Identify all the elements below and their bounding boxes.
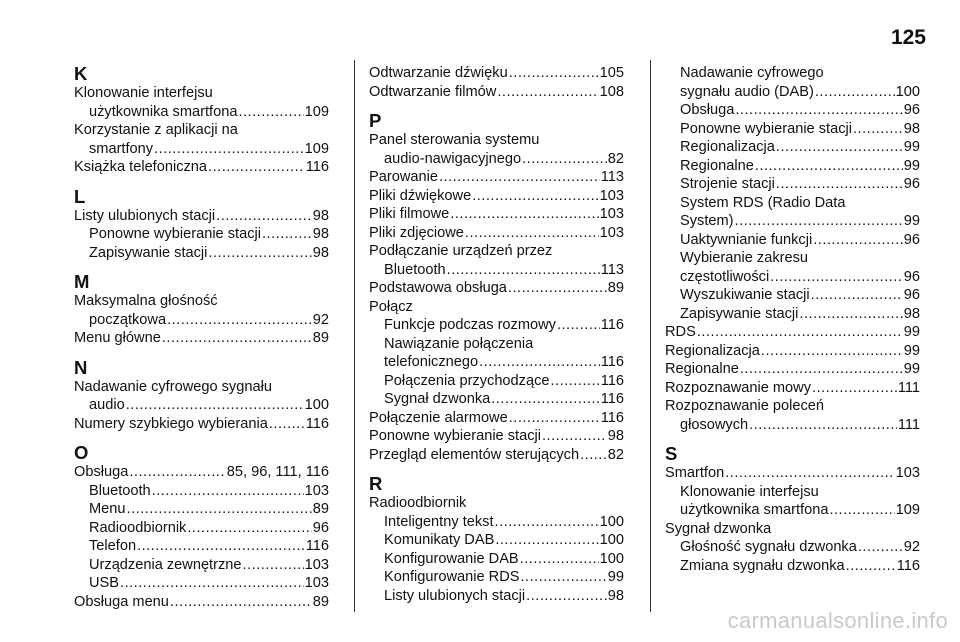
leader-dots: [776, 175, 903, 194]
entry-text: Zmiana sygnału dzwonka: [680, 557, 845, 574]
index-subentry: [74, 482, 329, 501]
page-reference: 100: [895, 83, 920, 100]
leader-dots: [761, 342, 903, 361]
index-entry: [369, 168, 624, 187]
entry-text: Pliki dźwiękowe: [369, 187, 472, 204]
entry-text: Maksymalna głośność: [74, 293, 218, 309]
entry-text: Panel sterowania systemu: [369, 132, 540, 148]
entry-text: Podłączanie urządzeń przez: [369, 243, 553, 259]
page-reference: 113: [600, 169, 624, 185]
entry-text: Nadawanie cyfrowego: [680, 65, 824, 81]
entry-text: Wyszukiwanie stacji: [680, 287, 810, 303]
index-entry: [665, 520, 920, 539]
page-reference: 85, 96, 111, 116: [226, 464, 329, 480]
index-subentry: [665, 249, 920, 268]
index-subentry: [74, 140, 329, 159]
entry-text: Inteligentny tekst: [384, 513, 494, 530]
leader-dots: [520, 550, 599, 569]
section-letter: L: [74, 185, 86, 207]
leader-dots: [735, 212, 903, 231]
index-subentry: [369, 390, 624, 409]
leader-dots: [447, 261, 600, 280]
leader-dots: [812, 379, 897, 398]
index-column-1: [74, 64, 329, 611]
leader-dots: [580, 446, 607, 465]
entry-text: Smartfon: [665, 465, 725, 481]
page-reference: 99: [607, 569, 624, 585]
index-subentry: [369, 531, 624, 550]
leader-dots: [542, 427, 607, 446]
index-entry: [369, 446, 624, 465]
index-subentry: [665, 305, 920, 324]
page-reference: 116: [600, 409, 624, 426]
index-entry: [665, 464, 920, 483]
entry-text: Ponowne wybieranie stacji: [680, 120, 852, 137]
leader-dots: [853, 120, 903, 139]
index-entry: [369, 224, 624, 243]
index-subentry: [665, 120, 920, 139]
leader-dots: [262, 225, 312, 244]
page-reference: 99: [903, 157, 920, 174]
entry-text: Wybieranie zakresu: [680, 250, 809, 266]
entry-text: Bluetooth: [384, 261, 446, 278]
page-reference: 99: [903, 361, 920, 377]
leader-dots: [858, 538, 903, 557]
entry-text: Listy ulubionych stacji: [74, 207, 216, 224]
page-reference: 109: [304, 103, 329, 120]
index-subentry: [665, 416, 920, 435]
entry-text: RDS: [665, 324, 696, 340]
entry-text: sygnału audio (DAB): [680, 83, 814, 100]
page-reference: 89: [312, 593, 329, 610]
column-separator: [650, 60, 651, 612]
leader-dots: [162, 329, 312, 348]
index-subentry: [665, 538, 920, 557]
section-letter: K: [74, 63, 88, 84]
entry-text: Odtwarzanie dźwięku: [369, 65, 508, 81]
leader-dots: [465, 224, 599, 243]
page-reference: 82: [607, 446, 624, 463]
entry-text: System): [680, 213, 734, 229]
index-subentry: [74, 574, 329, 593]
page-reference: 103: [304, 482, 329, 499]
leader-dots: [509, 409, 600, 428]
page-reference: 96: [903, 287, 920, 303]
entry-text: Komunikaty DAB: [384, 532, 495, 548]
leader-dots: [508, 279, 607, 298]
page-reference: 96: [903, 268, 920, 285]
leader-dots: [755, 157, 903, 176]
leader-dots: [126, 396, 304, 415]
page-reference: 116: [600, 391, 624, 407]
entry-text: Rozpoznawanie poleceń: [665, 398, 825, 414]
page-reference: 92: [903, 539, 920, 555]
index-entry: [369, 64, 624, 83]
index-entry: [665, 360, 920, 379]
index-entry: [665, 397, 920, 416]
entry-text: Regionalizacja: [665, 342, 760, 359]
entry-text: Menu: [89, 501, 126, 517]
index-entry: [74, 84, 329, 103]
index-entry: [369, 83, 624, 102]
index-subentry: [74, 500, 329, 519]
page-reference: 103: [599, 206, 624, 222]
leader-dots: [815, 83, 895, 102]
leader-dots: [770, 268, 903, 287]
entry-text: Radioodbiornik: [369, 495, 467, 511]
index-subentry: [665, 64, 920, 83]
leader-dots: [167, 311, 312, 330]
leader-dots: [269, 415, 305, 434]
entry-text: Zapisywanie stacji: [89, 244, 208, 261]
entry-text: Zapisywanie stacji: [680, 305, 799, 322]
entry-text: Konfigurowanie RDS: [384, 569, 520, 585]
index-entry: [369, 409, 624, 428]
page-reference: 111: [897, 416, 920, 433]
index-entry: [74, 329, 329, 348]
page-reference: 113: [600, 261, 624, 278]
entry-text: telefonicznego: [384, 354, 479, 370]
leader-dots: [129, 463, 225, 482]
page-reference: 103: [599, 224, 624, 241]
index-subentry: [665, 557, 920, 576]
entry-text: głosowych: [680, 416, 749, 433]
index-subentry: [665, 212, 920, 231]
leader-dots: [439, 168, 600, 187]
page-reference: 105: [599, 65, 624, 81]
entry-text: Strojenie stacji: [680, 176, 775, 192]
leader-dots: [557, 316, 600, 335]
leader-dots: [776, 138, 903, 157]
entry-text: początkowa: [89, 311, 167, 328]
index-subentry: [369, 513, 624, 532]
leader-dots: [520, 568, 606, 587]
leader-dots: [450, 205, 598, 224]
page-reference: 103: [599, 187, 624, 204]
entry-text: smartfony: [89, 140, 154, 157]
page-reference: 111: [897, 379, 920, 396]
index-entry: [74, 292, 329, 311]
leader-dots: [497, 83, 598, 102]
page-reference: 116: [305, 415, 329, 432]
page-reference: 98: [903, 120, 920, 137]
entry-text: Regionalne: [680, 157, 754, 174]
index-entry: [665, 323, 920, 342]
index-entry: [665, 379, 920, 398]
entry-text: Książka telefoniczna: [74, 159, 208, 175]
leader-dots: [829, 501, 894, 520]
index-subentry: [665, 157, 920, 176]
leader-dots: [127, 500, 312, 519]
leader-dots: [846, 557, 896, 576]
leader-dots: [208, 244, 311, 263]
index-subentry: [74, 103, 329, 122]
leader-dots: [509, 64, 599, 83]
page-reference: 99: [903, 324, 920, 340]
index-entry: [74, 207, 329, 226]
index-entry: [74, 593, 329, 612]
entry-text: audio-nawigacyjnego: [384, 150, 522, 167]
leader-dots: [813, 231, 903, 250]
entry-text: Pliki filmowe: [369, 206, 450, 222]
section-letter: P: [369, 110, 382, 131]
index-entry: [74, 378, 329, 397]
index-subentry: [665, 83, 920, 102]
index-subentry: [665, 175, 920, 194]
page-reference: 108: [599, 83, 624, 100]
leader-dots: [749, 416, 897, 435]
leader-dots: [740, 360, 903, 379]
leader-dots: [238, 103, 303, 122]
page-reference: 82: [607, 150, 624, 167]
page-reference: 99: [903, 342, 920, 359]
entry-text: Rozpoznawanie mowy: [665, 379, 812, 396]
entry-text: Klonowanie interfejsu: [74, 85, 213, 101]
entry-text: Głośność sygnału dzwonka: [680, 539, 857, 555]
entry-text: Numery szybkiego wybierania: [74, 415, 268, 432]
section-letter: M: [74, 271, 90, 292]
entry-text: System RDS (Radio Data: [680, 194, 846, 211]
entry-text: Konfigurowanie DAB: [384, 550, 519, 567]
entry-text: Regionalizacja: [680, 139, 775, 155]
entry-text: Sygnał dzwonka: [384, 391, 491, 407]
leader-dots: [216, 207, 312, 226]
index-entry: [369, 494, 624, 513]
leader-dots: [120, 574, 304, 593]
leader-dots: [526, 587, 607, 606]
leader-dots: [137, 537, 305, 556]
entry-text: użytkownika smartfona: [89, 103, 238, 120]
index-subentry: [369, 316, 624, 335]
entry-text: częstotliwości: [680, 268, 770, 285]
index-entry: [369, 187, 624, 206]
index-subentry: [369, 353, 624, 372]
entry-text: Uaktywnianie funkcji: [680, 231, 813, 248]
page-reference: 116: [896, 557, 920, 574]
entry-text: Regionalne: [665, 361, 739, 377]
page-reference: 92: [312, 311, 329, 328]
leader-dots: [152, 482, 304, 501]
leader-dots: [170, 593, 312, 612]
index-subentry: [74, 311, 329, 330]
index-entry: [74, 415, 329, 434]
index-entry: [369, 298, 624, 317]
index-entry: [74, 463, 329, 482]
index-subentry: [665, 268, 920, 287]
entry-text: Ponowne wybieranie stacji: [369, 428, 541, 444]
entry-text: Radioodbiornik: [89, 519, 187, 536]
index-subentry: [665, 138, 920, 157]
page-reference: 109: [304, 140, 329, 157]
page-reference: 98: [903, 305, 920, 322]
leader-dots: [697, 323, 903, 342]
page-reference: 89: [312, 330, 329, 346]
leader-dots: [208, 158, 305, 177]
section-letter: O: [74, 442, 89, 463]
entry-text: Nawiązanie połączenia: [384, 335, 534, 352]
watermark: carmanualsonline.info: [727, 608, 948, 633]
entry-text: Parowanie: [369, 169, 438, 185]
leader-dots: [495, 513, 599, 532]
entry-text: Połączenie alarmowe: [369, 409, 508, 426]
entry-text: Podstawowa obsługa: [369, 280, 507, 296]
index-subentry: [665, 194, 920, 213]
page-reference: 116: [600, 317, 624, 333]
index-entry: [369, 427, 624, 446]
leader-dots: [799, 305, 902, 324]
index-subentry: [665, 101, 920, 120]
leader-dots: [243, 556, 304, 575]
page-reference: 116: [600, 372, 624, 389]
entry-text: Ponowne wybieranie stacji: [89, 226, 261, 242]
page-reference: 103: [304, 575, 329, 591]
index-subentry: [369, 261, 624, 280]
entry-text: użytkownika smartfona: [680, 502, 829, 518]
leader-dots: [735, 101, 902, 120]
page-reference: 100: [599, 550, 624, 567]
entry-text: Obsługa: [74, 464, 129, 480]
section-letter: N: [74, 356, 88, 378]
leader-dots: [725, 464, 894, 483]
page-number: 125: [890, 26, 926, 49]
page-reference: 96: [903, 102, 920, 118]
entry-text: Połączenia przychodzące: [384, 372, 550, 389]
entry-text: audio: [89, 397, 125, 413]
entry-text: Nadawanie cyfrowego sygnału: [74, 378, 272, 395]
page-reference: 116: [305, 538, 329, 554]
index-entry: [369, 131, 624, 150]
entry-text: Telefon: [89, 538, 137, 554]
index-subentry: [74, 537, 329, 556]
entry-text: Korzystanie z aplikacji na: [74, 122, 238, 138]
page-reference: 103: [895, 465, 920, 481]
leader-dots: [522, 150, 607, 169]
entry-text: USB: [89, 575, 120, 591]
index-subentry: [74, 396, 329, 415]
page-reference: 98: [607, 587, 624, 604]
entry-text: Bluetooth: [89, 482, 151, 499]
page-reference: 98: [312, 226, 329, 242]
leader-dots: [811, 286, 903, 305]
entry-text: Menu główne: [74, 330, 161, 346]
leader-dots: [187, 519, 311, 538]
page-reference: 98: [607, 428, 624, 444]
entry-text: Urządzenia zewnętrzne: [89, 556, 242, 573]
leader-dots: [479, 353, 600, 372]
entry-text: Połącz: [369, 298, 413, 315]
entry-text: Odtwarzanie filmów: [369, 83, 497, 100]
page-reference: 89: [607, 280, 624, 296]
page-reference: 116: [600, 354, 624, 370]
section-letter: S: [665, 443, 678, 464]
index-column-2: [369, 64, 624, 605]
index-column-3: [665, 64, 920, 575]
index-subentry: [369, 587, 624, 606]
entry-text: Obsługa: [680, 102, 735, 118]
leader-dots: [472, 187, 598, 206]
index-entry: [369, 205, 624, 224]
index-subentry: [369, 335, 624, 354]
page-reference: 100: [304, 397, 329, 413]
index-subentry: [74, 519, 329, 538]
entry-text: Listy ulubionych stacji: [384, 587, 526, 604]
page-reference: 99: [903, 139, 920, 155]
page-reference: 96: [903, 176, 920, 192]
index-subentry: [369, 550, 624, 569]
column-separator: [354, 60, 355, 612]
page-reference: 89: [312, 501, 329, 517]
leader-dots: [551, 372, 600, 391]
index-subentry: [74, 225, 329, 244]
leader-dots: [491, 390, 599, 409]
section-letter: R: [369, 473, 383, 494]
entry-text: Klonowanie interfejsu: [680, 483, 819, 500]
index-subentry: [74, 556, 329, 575]
index-subentry: [665, 501, 920, 520]
index-entry: [74, 158, 329, 177]
entry-text: Funkcje podczas rozmowy: [384, 317, 556, 333]
index-subentry: [369, 568, 624, 587]
index-entry: [74, 121, 329, 140]
page-reference: 100: [599, 532, 624, 548]
page-reference: 96: [312, 519, 329, 536]
index-subentry: [665, 231, 920, 250]
page-reference: 116: [305, 159, 329, 175]
page-reference: 103: [304, 556, 329, 573]
index-subentry: [74, 244, 329, 263]
entry-text: Pliki zdjęciowe: [369, 224, 464, 241]
page-reference: 98: [312, 207, 329, 224]
index-entry: [369, 242, 624, 261]
index-subentry: [369, 150, 624, 169]
leader-dots: [495, 531, 598, 550]
entry-text: Sygnał dzwonka: [665, 520, 772, 537]
page-reference: 109: [895, 502, 920, 518]
page-reference: 99: [903, 213, 920, 229]
index-subentry: [369, 372, 624, 391]
leader-dots: [154, 140, 304, 159]
index-entry: [665, 342, 920, 361]
index-subentry: [665, 286, 920, 305]
page-reference: 100: [599, 513, 624, 530]
index-subentry: [665, 483, 920, 502]
entry-text: Obsługa menu: [74, 593, 169, 610]
index-entry: [369, 279, 624, 298]
entry-text: Przegląd elementów sterujących: [369, 446, 580, 463]
page-reference: 98: [312, 244, 329, 261]
page-reference: 96: [903, 231, 920, 248]
